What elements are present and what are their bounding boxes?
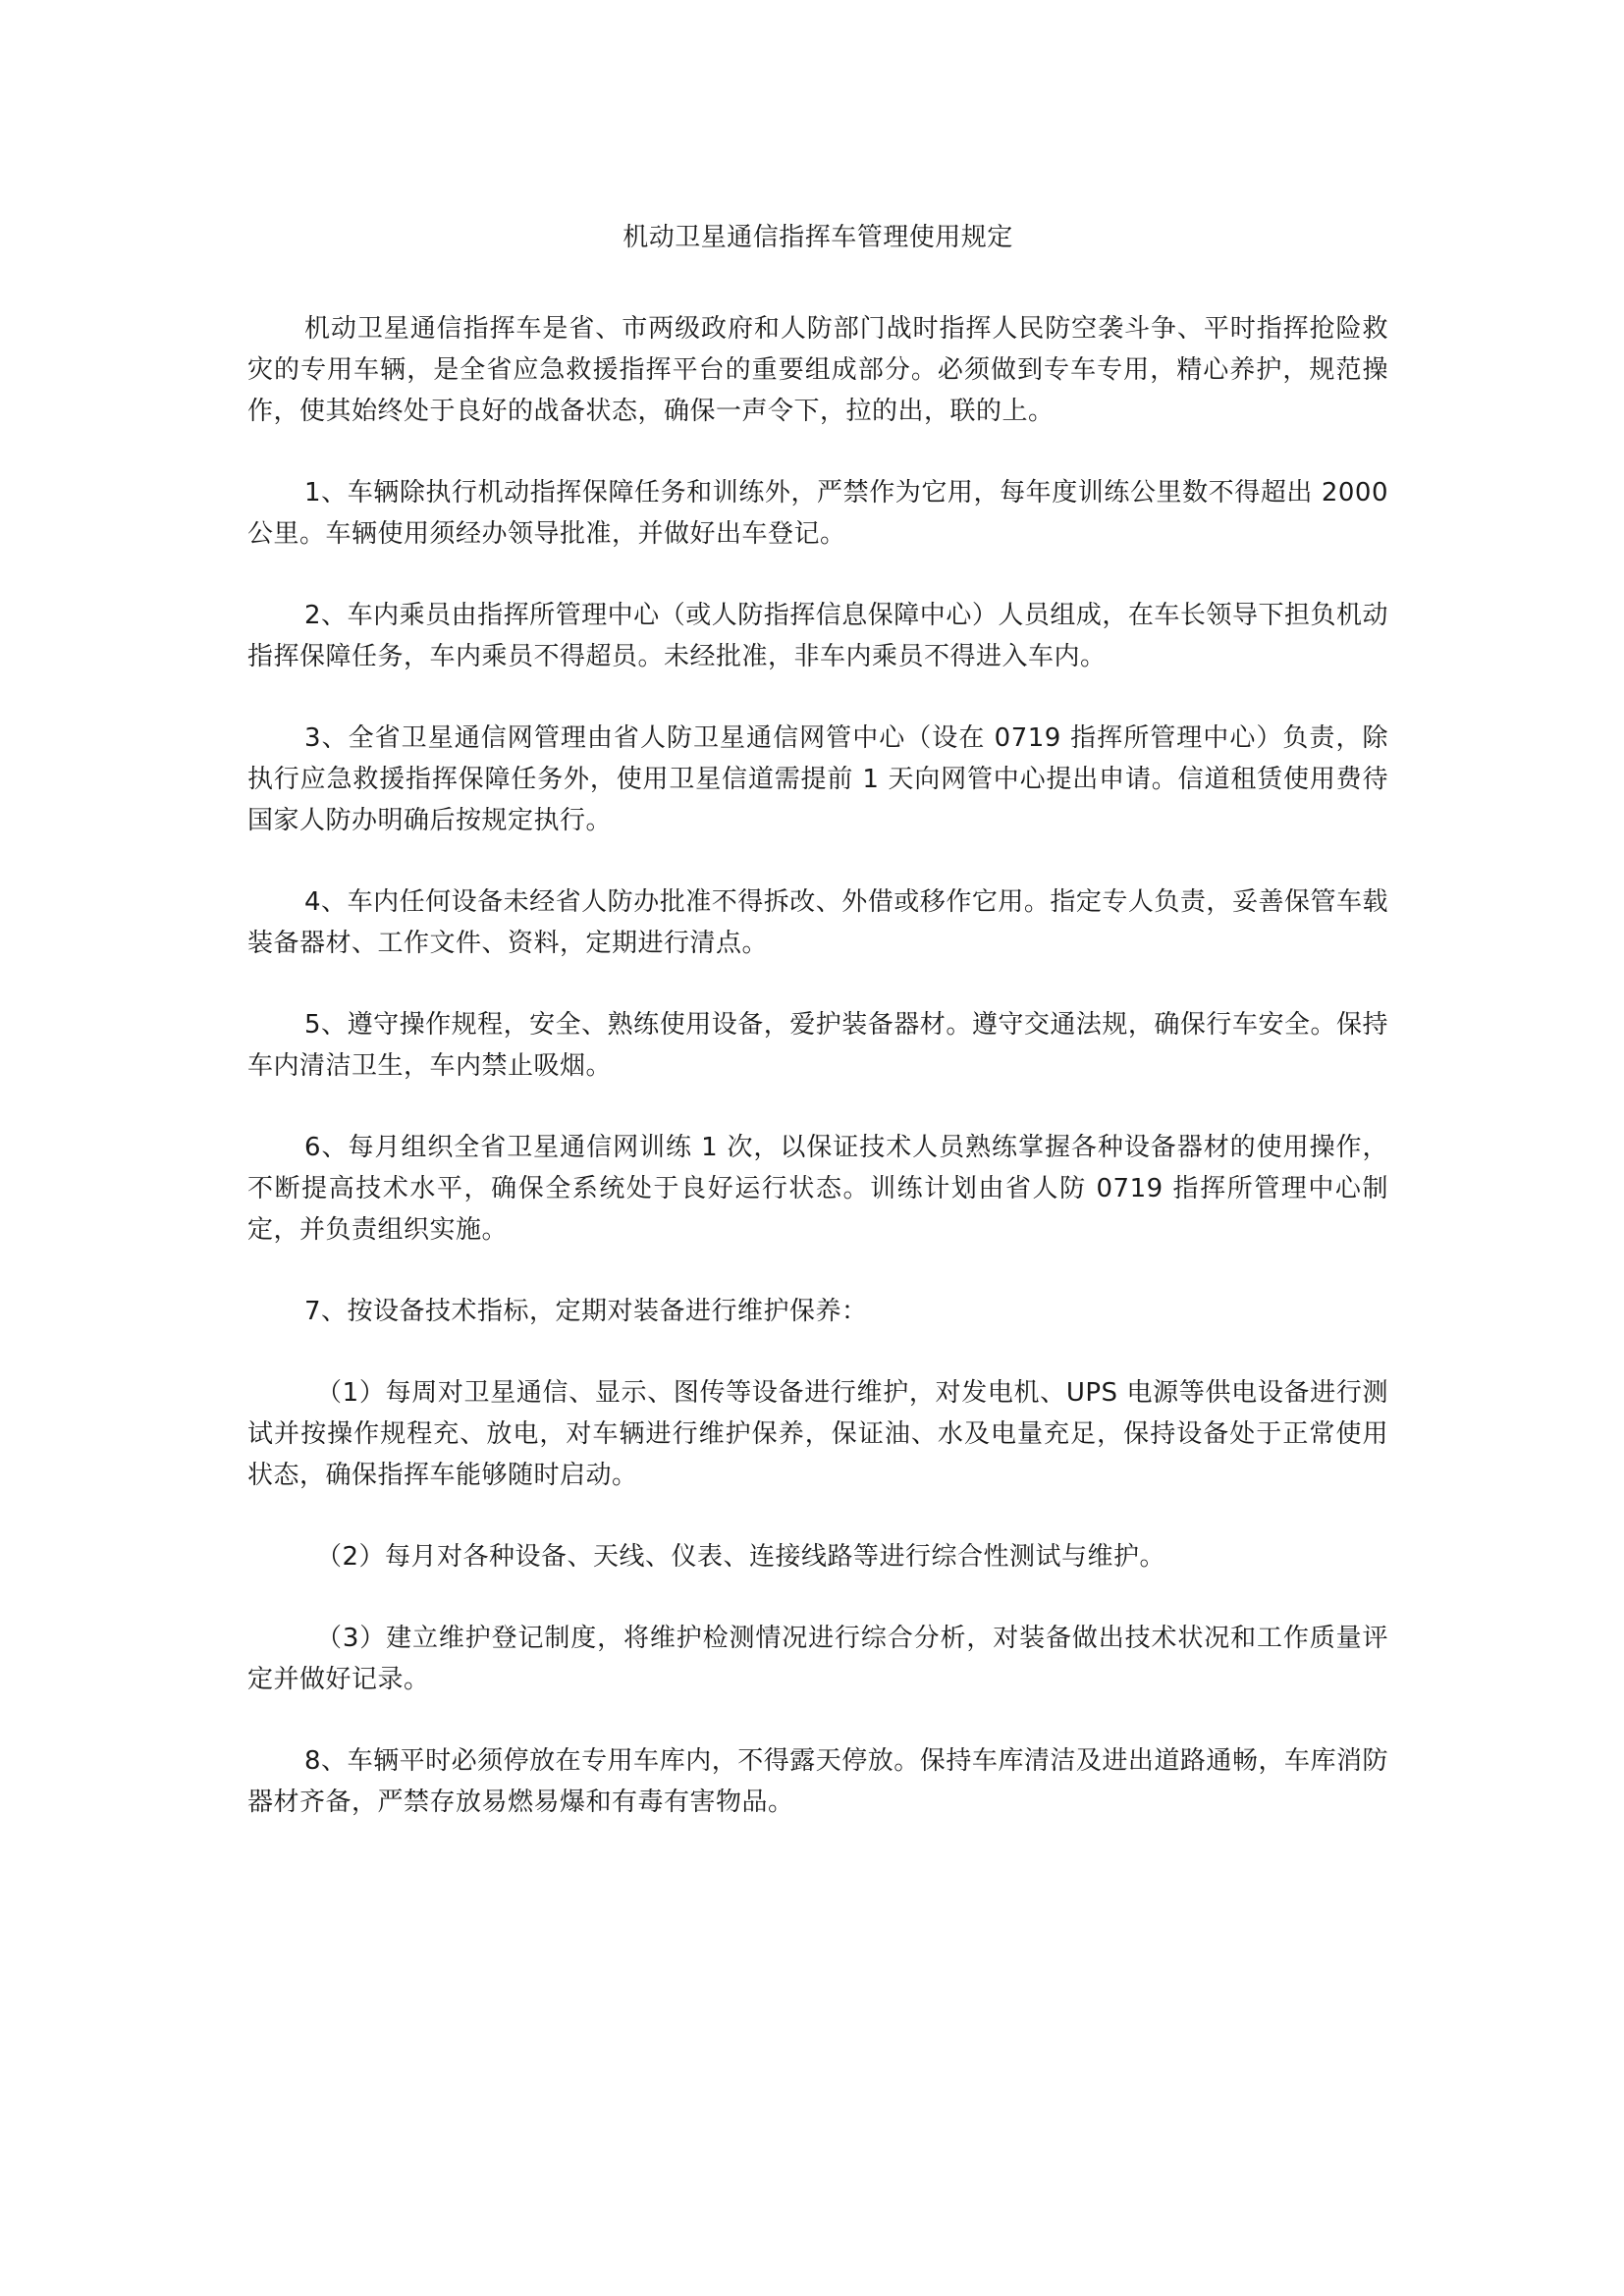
intro-paragraph: 机动卫星通信指挥车是省、市两级政府和人防部门战时指挥人民防空袭斗争、平时指挥抢险救灾的专用车辆，是全省应急救援指挥平台的重要组成部分。必须做到专车专用，精心养护，规范操作，使其始终处于良好的战备状态，确保一声令下，拉的出，联的上。: [247, 314, 1388, 426]
rule-1: 1、车辆除执行机动指挥保障任务和训练外，严禁作为它用，每年度训练公里数不得超出 2000 公里。车辆使用须经办领导批准，并做好出车登记。: [247, 478, 1388, 549]
rule-7-sub-2: （2）每月对各种设备、天线、仪表、连接线路等进行综合性测试与维护。: [316, 1542, 1166, 1572]
document-body: [247, 218, 1388, 1863]
rule-4: 4、车内任何设备未经省人防办批准不得拆改、外借或移作它用。指定专人负责，妥善保管车载装备器材、工作文件、资料，定期进行清点。: [247, 887, 1388, 958]
rule-2: 2、车内乘员由指挥所管理中心（或人防指挥信息保障中心）人员组成，在车长领导下担负机动指挥保障任务，车内乘员不得超员。未经批准，非车内乘员不得进入车内。: [247, 601, 1388, 671]
document-title: 机动卫星通信指挥车管理使用规定: [623, 223, 1013, 252]
rule-5: 5、遵守操作规程，安全、熟练使用设备，爱护装备器材。遵守交通法规，确保行车安全。保持车内清洁卫生，车内禁止吸烟。: [247, 1010, 1388, 1081]
rule-7-sub-1: （1）每周对卫星通信、显示、图传等设备进行维护，对发电机、UPS 电源等供电设备进行测试并按操作规程充、放电，对车辆进行维护保养，保证油、水及电量充足，保持设备处于正常使用状态，确保指挥车能够随时启动。: [247, 1378, 1388, 1490]
rule-7-sub-3: （3）建立维护登记制度，将维护检测情况进行综合分析，对装备做出技术状况和工作质量评定并做好记录。: [247, 1624, 1388, 1694]
rule-8: 8、车辆平时必须停放在专用车库内，不得露天停放。保持车库清洁及进出道路通畅，车库消防器材齐备，严禁存放易燃易爆和有毒有害物品。: [247, 1746, 1388, 1817]
rule-7: 7、按设备技术指标，定期对装备进行维护保养：: [304, 1297, 868, 1326]
rule-6: 6、每月组织全省卫星通信网训练 1 次，以保证技术人员熟练掌握各种设备器材的使用操作，不断提高技术水平，确保全系统处于良好运行状态。训练计划由省人防 0719 指挥所管理中心制定，并负责组织实施。: [247, 1133, 1388, 1245]
rule-3: 3、全省卫星通信网管理由省人防卫星通信网管中心（设在 0719 指挥所管理中心）负责，除执行应急救援指挥保障任务外，使用卫星信道需提前 1 天向网管中心提出申请。信道租赁使用费待国家人防办明确后按规定执行。: [247, 723, 1388, 835]
